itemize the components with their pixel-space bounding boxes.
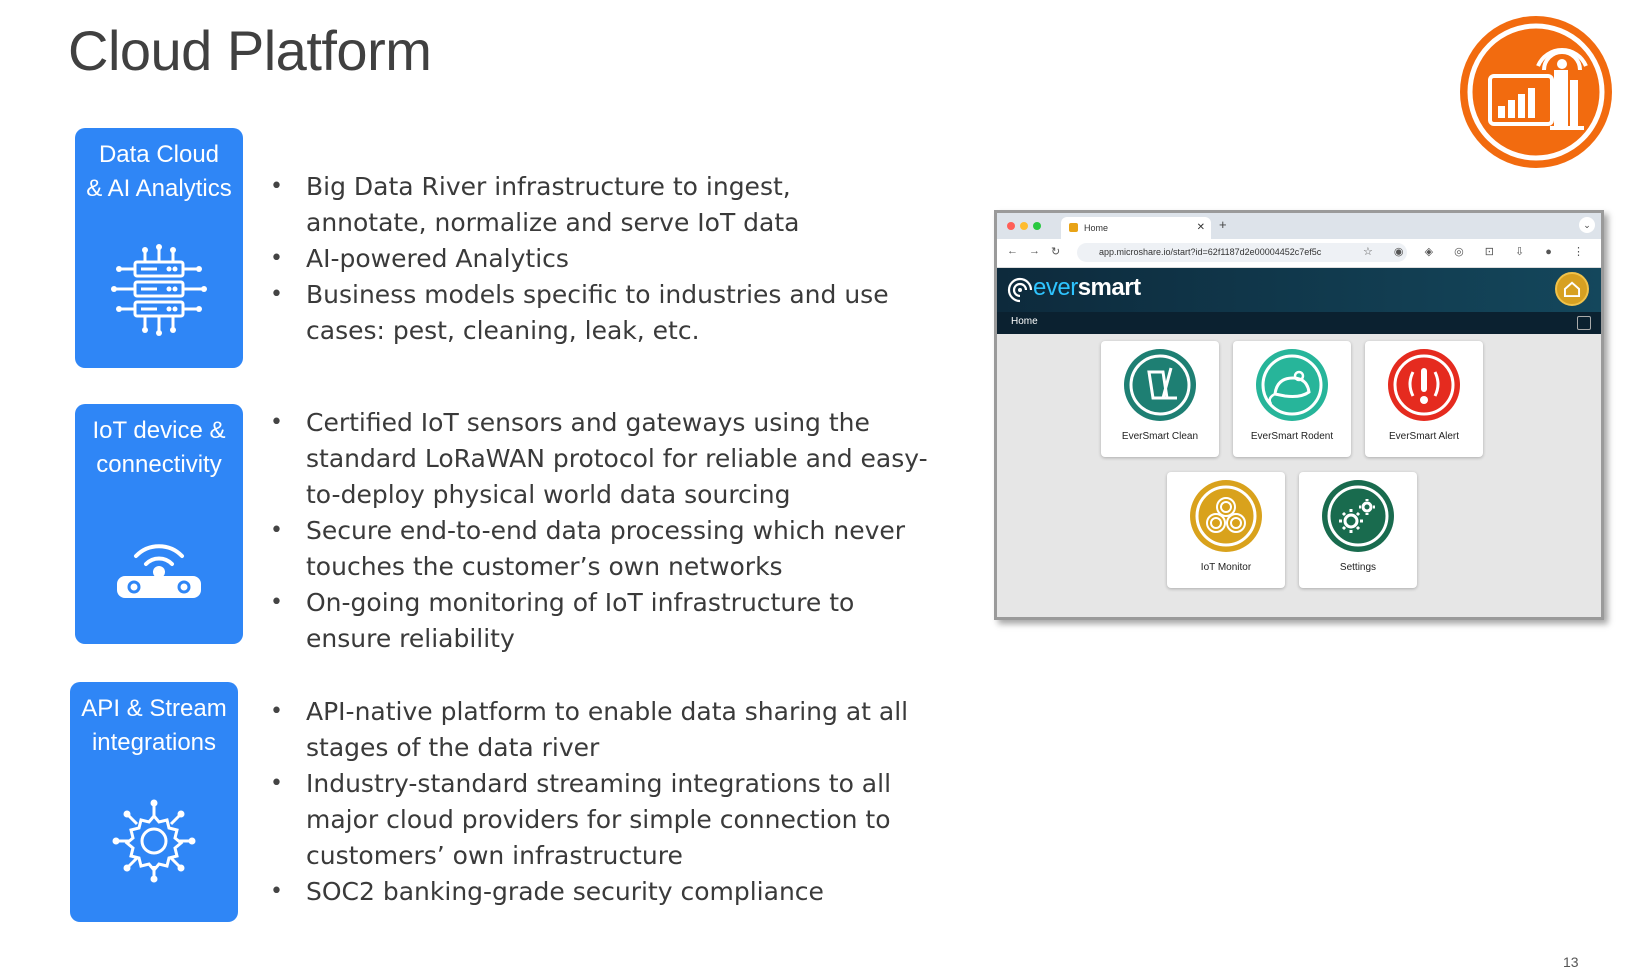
forward-arrow-icon[interactable]: → — [1029, 245, 1040, 257]
close-window-dot[interactable] — [1007, 222, 1015, 230]
tile-label: Settings — [1339, 562, 1377, 573]
data-cloud-label: Data Cloud & AI Analytics — [86, 141, 232, 202]
list-item: • Secure end-to-end data processing which never touches the customer’s own networks — [270, 513, 930, 585]
gears-icon — [1321, 479, 1395, 553]
server-network-icon — [111, 244, 207, 336]
address-bar[interactable]: app.microshare.io/start?id=62f1187d2e00004452c7ef5c — [1077, 243, 1407, 262]
back-arrow-icon[interactable]: ← — [1007, 245, 1018, 257]
list-item: • Business models specific to industries and use cases: pest, cleaning, leak, etc. — [270, 277, 910, 349]
iot-device-bullets — [270, 405, 930, 657]
eversmart-logo-icon — [1007, 277, 1033, 303]
tile-label: IoT Monitor — [1200, 562, 1252, 573]
minimize-window-dot[interactable] — [1020, 222, 1028, 230]
api-stream-label: API & Stream integrations — [81, 695, 227, 756]
app-screenshot — [994, 210, 1604, 620]
sensor-rings-icon — [1189, 479, 1263, 553]
router-wifi-icon — [114, 534, 204, 600]
reload-icon[interactable]: ↻ — [1051, 246, 1061, 258]
tile-settings[interactable] — [1299, 472, 1417, 588]
list-item: • SOC2 banking-grade security compliance — [270, 874, 910, 910]
page-number: 13 — [1563, 954, 1579, 970]
breadcrumb[interactable]: Home — [1011, 316, 1038, 327]
alert-icon — [1387, 348, 1461, 422]
app-header — [997, 268, 1601, 312]
analytics-tower-icon — [1458, 14, 1614, 170]
iot-device-card — [75, 404, 243, 644]
tile-label: EverSmart Clean — [1121, 431, 1199, 442]
browser-tabbar — [997, 213, 1601, 239]
slide-title: Cloud Platform — [68, 19, 432, 82]
new-tab-icon[interactable]: + — [1219, 217, 1227, 232]
list-item: • Certified IoT sensors and gateways using the standard LoRaWAN protocol for reliable and easy-to-deploy physical world data sourcing — [270, 405, 930, 513]
tile-eversmart-clean[interactable] — [1101, 341, 1219, 457]
api-stream-card — [70, 682, 238, 922]
tile-eversmart-alert[interactable] — [1365, 341, 1483, 457]
rodent-icon — [1255, 348, 1329, 422]
list-item: • On-going monitoring of IoT infrastructure to ensure reliability — [270, 585, 930, 657]
tile-label: EverSmart Alert — [1388, 431, 1460, 442]
api-stream-bullets — [270, 694, 910, 910]
close-tab-icon[interactable]: ✕ — [1196, 222, 1205, 233]
tab-title: Home — [1084, 223, 1109, 233]
list-item: • Big Data River infrastructure to ingest, annotate, normalize and serve IoT data — [270, 169, 910, 241]
maximize-window-dot[interactable] — [1033, 222, 1041, 230]
chevron-down-icon[interactable]: ⌄ — [1579, 217, 1595, 233]
list-item: • AI-powered Analytics — [270, 241, 910, 277]
tile-label: EverSmart Rodent — [1250, 431, 1334, 442]
browser-tab[interactable] — [1061, 217, 1211, 239]
eversmart-brand: eversmart — [1033, 274, 1141, 301]
tile-eversmart-rodent[interactable] — [1233, 341, 1351, 457]
app-navbar — [997, 312, 1601, 334]
list-item: • API-native platform to enable data sharing at all stages of the data river — [270, 694, 910, 766]
menu-icon[interactable] — [1577, 316, 1591, 330]
browser-toolbar — [997, 239, 1601, 268]
iot-device-label: IoT device & connectivity — [92, 417, 226, 478]
favicon-icon — [1069, 223, 1078, 232]
list-item: • Industry-standard streaming integrations to all major cloud providers for simple connection to customers’ own infrastructure — [270, 766, 910, 874]
data-cloud-card — [75, 128, 243, 368]
toolbar-icons[interactable]: ☆ ◉ ◈ ◎ ⊡ ⇩ ● ⋮ — [1363, 246, 1593, 258]
gear-integration-icon — [109, 796, 199, 886]
cleaning-icon — [1123, 348, 1197, 422]
tile-iot-monitor[interactable] — [1167, 472, 1285, 588]
home-icon[interactable] — [1555, 272, 1589, 306]
data-cloud-bullets — [270, 169, 910, 349]
